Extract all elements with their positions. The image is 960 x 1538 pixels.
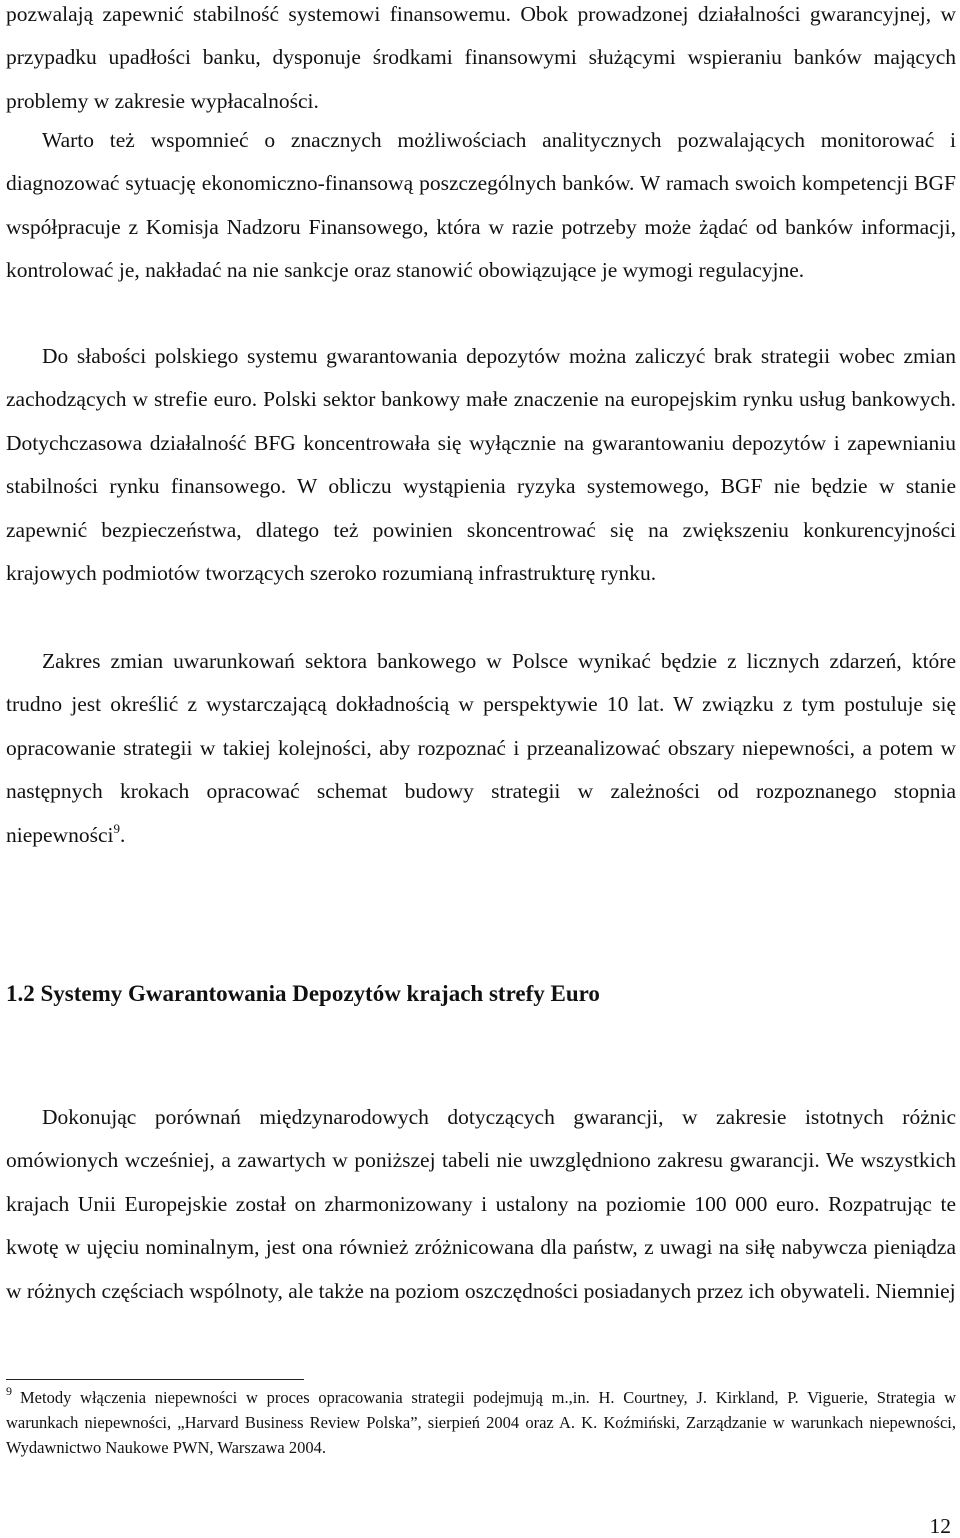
paragraph-strategy-uncertainty [6, 640, 956, 857]
footnote-reference[interactable]: 9 [113, 820, 120, 836]
paragraph-continuation: pozwalają zapewnić stabilność systemowi finansowemu. Obok prowadzonej działalności gwarancyjnej, w przypadku upadłości banku, dysponuje środkami finansowymi służącymi wspieraniu banków mających problemy w zakresie wypłacalności. [6, 2, 956, 113]
footnote [6, 1385, 956, 1460]
section-heading: 1.2 Systemy Gwarantowania Depozytów krajach strefy Euro [6, 981, 600, 1006]
paragraph-end: . [119, 822, 126, 847]
page-number: 12 [929, 1514, 951, 1538]
paragraph-analytical-capabilities: Warto też wspomnieć o znacznych możliwościach analitycznych pozwalających monitorować i diagnozować sytuację ekonomiczno-finansową poszczególnych banków. W ramach swoich kompetencji BGF współpracuje z Komisja Nadzoru Finansowego, która w razie potrzeby może żądać od banków informacji, kontrolować je, nakładać na nie sankcje oraz stanowić obowiązujące je wymogi regulacyjne. [6, 128, 956, 283]
paragraph-system-weaknesses: Do słabości polskiego systemu gwarantowania depozytów można zaliczyć brak strategii wobec zmian zachodzących w strefie euro. Polski sektor bankowy małe znaczenie na europejskim rynku usług bankowych. Dotychczasowa działalność BFG koncentrowała się wyłącznie na gwarantowaniu depozytów i zapewnianiu stabilności rynku finansowego. W obliczu wystąpienia ryzyka systemowego, BGF nie będzie w stanie zapewnić bezpieczeństwa, dlatego też powinien skoncentrować się na zwiększeniu konkurencyjności krajowych podmiotów tworzących szeroko rozumianą infrastrukturę rynku. [6, 344, 956, 586]
paragraph-text: Zakres zmian uwarunkowań sektora bankowego w Polsce wynikać będzie z licznych zdarzeń, które trudno jest określić z wystarczającą dokładnością w perspektywie 10 lat. W związku z tym postuluje się opracowanie strategii w takiej kolejności, aby rozpoznać i przeanalizować obszary niepewności, a potem w następnych krokach opracować schemat budowy strategii w zależności od rozpoznanego stopnia niepewności [6, 649, 956, 847]
paragraph-international-comparison: Dokonując porównań międzynarodowych dotyczących gwarancji, w zakresie istotnych różnic omówionych wcześniej, a zawartych w poniższej tabeli nie uwzględniono zakresu gwarancji. We wszystkich krajach Unii Europejskie został on zharmonizowany i ustalony na poziomie 100 000 euro. Rozpatrując te kwotę w ujęciu nominalnym, jest ona również zróżnicowana dla państw, z uwagi na siłę nabywcza pieniądza w różnych częściach wspólnoty, ale także na poziom oszczędności posiadanych przez ich obywateli. Niemniej [6, 1105, 956, 1303]
footnote-number: 9 [6, 1384, 12, 1398]
footnote-separator [6, 1379, 304, 1380]
footnote-text: Metody włączenia niepewności w proces opracowania strategii podejmują m.,in. H. Courtney, J. Kirkland, P. Viguerie, Strategia w warunkach niepewności, „Harvard Business Review Polska”, sierpień 2004 oraz A. K. Koźmiński, Zarządzanie w warunkach niepewności, Wydawnictwo Naukowe PWN, Warszawa 2004. [6, 1388, 956, 1457]
